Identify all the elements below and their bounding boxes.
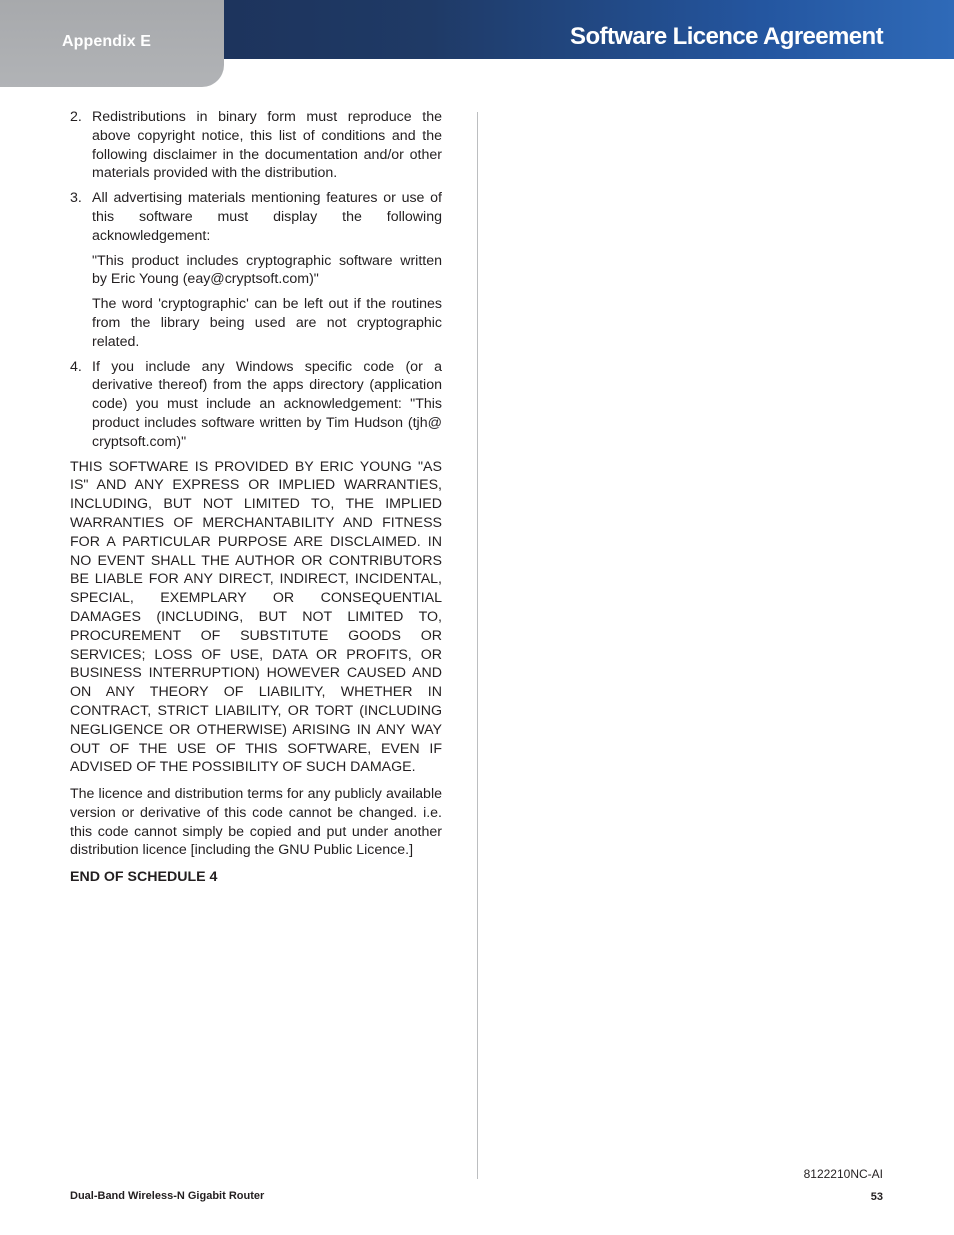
list-item-4 [70, 358, 442, 452]
list-number: 3. [70, 190, 82, 207]
list-item-2 [70, 108, 442, 183]
list-item-text: Redistributions in binary form must reproduce the above copyright notice, this list of conditions and the following disclaimer in the documentation and/or other materials provided with the distribution. [92, 109, 442, 182]
list-item-3 [70, 189, 442, 351]
list-number: 2. [70, 109, 82, 125]
acknowledgement-quote: "This product includes cryptographic software written by Eric Young (eay@cryptsoft.com)" [92, 252, 442, 288]
warranty-disclaimer: THIS SOFTWARE IS PROVIDED BY ERIC YOUNG "AS IS" AND ANY EXPRESS OR IMPLIED WARRANTIES, INCLUDING, BUT NOT LIMITED TO, THE IMPLIED WARRANTIES OF MERCHANTABILITY AND FITNESS FOR A PARTICULAR PURPOSE ARE DISCLAIMED. IN NO EVENT SHALL THE AUTHOR OR CONTRIBUTORS BE LIABLE FOR ANY DIRECT, INDIRECT, INCIDENTAL, SPECIAL, EXEMPLARY OR CONSEQUENTIAL DAMAGES (INCLUDING, BUT NOT LIMITED TO, PROCUREMENT OF SUBSTITUTE GOODS OR SERVICES; LOSS OF USE, DATA OR PROFITS, OR BUSINESS INTERRUPTION) HOWEVER CAUSED AND ON ANY THEORY OF LIABILITY, WHETHER IN CONTRACT, STRICT LIABILITY, OR TORT (INCLUDING NEGLIGENCE OR OTHERWISE) ARISING IN ANY WAY OUT OF THE USE OF THIS SOFTWARE, EVEN IF ADVISED OF THE POSSIBILITY OF SUCH DAMAGE. [70, 458, 442, 776]
appendix-label: Appendix E [62, 33, 152, 50]
footer-page-number: 53 [870, 1191, 883, 1203]
list-number: 4. [70, 358, 82, 375]
acknowledgement-note: The word 'cryptographic' can be left out if the routines from the library being used are not cryptographic related. [92, 296, 442, 350]
appendix-tab [0, 0, 224, 87]
page-title: Software Licence Agreement [570, 23, 883, 50]
left-column [70, 108, 442, 895]
licence-note: The licence and distribution terms for any publicly available version or derivative of this code cannot be changed. i.e. this code cannot simply be copied and put under another distribution licence [including the GNU Public Licence.] [70, 786, 442, 859]
list-item-text: All advertising materials mentioning features or use of this software must display the following acknowledgement: [92, 190, 442, 244]
list-item-text: If you include any Windows specific code (or a derivative thereof) from the apps directory (application code) you must include an acknowledgement: "This product includes software written by Tim Hudson (tjh@ cryptsoft.com)" [92, 358, 442, 450]
column-divider [477, 112, 478, 1179]
document-code: 8122210NC-AI [803, 1167, 883, 1181]
end-of-schedule: END OF SCHEDULE 4 [70, 869, 218, 886]
footer-product-name: Dual-Band Wireless-N Gigabit Router [70, 1190, 265, 1202]
